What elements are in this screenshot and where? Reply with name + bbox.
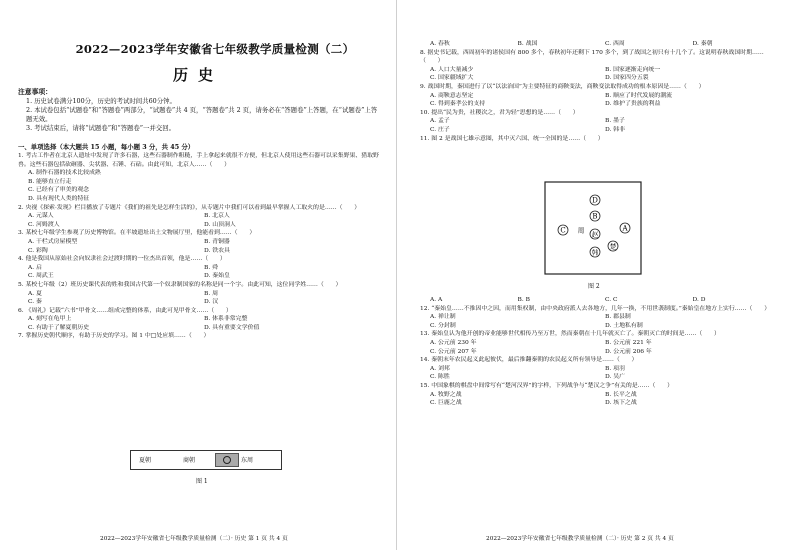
answer-option: D. 土地私有制 [605, 322, 643, 329]
question [18, 152, 380, 204]
question-stem: 12. “秦始皇……不推因中之因，而用集权制，由中央政府派人去各地方，几年一换，不用世袭制度。”秦始皇在地方上实行……（ ） [420, 305, 771, 312]
map-label: 韩 [591, 248, 599, 257]
answer-option: C. 庄子 [430, 126, 450, 133]
map-label: 楚 [609, 242, 617, 251]
notice-item: 3. 考试结束后，请将“试题卷”和“答题卷”一并交回。 [26, 124, 176, 132]
answer-option: B. 舜 [204, 264, 218, 271]
answer-option: D. 秦始皇 [204, 273, 230, 280]
timeline-label-dongzhou: 东周 [241, 457, 254, 464]
question [18, 281, 380, 307]
blank-marker-icon [223, 456, 231, 464]
option-group [420, 339, 780, 356]
question-stem: 5. 某校七年级（2）班历史课代表的姓和我国古代第一个奴隶制国家的名称是同一个字。由此可知，这位同学姓……（ ） [18, 281, 342, 288]
answer-option: B. 周 [204, 290, 218, 297]
notice-item: 1. 历史试卷满分100分，历史的考试时间共60分钟。 [26, 97, 176, 105]
answer-option: C. 彩陶 [28, 247, 48, 254]
answer-option: D. 维护了贵族的利益 [605, 101, 661, 108]
question [18, 204, 380, 230]
answer-option: D. 汉 [204, 299, 219, 306]
answer-option: A. 孟子 [430, 118, 450, 125]
question-stem: 8. 据史书记载，西周初年的诸侯国有 800 多个，春秋初年还剩下 170 多个，到了战国之初只有十几个了。这说明春秋战国时期……（ ） [420, 49, 764, 65]
answer-option: C. C [605, 297, 618, 303]
page-divider [396, 0, 397, 550]
answer-option: D. 吴广 [605, 374, 626, 381]
answer-option: B. 墨子 [605, 118, 625, 125]
question-list [420, 296, 780, 408]
notice-item: 2. 本试卷包括“试题卷”和“答题卷”两部分，“试题卷”共 4 页，“答题卷”共 2 页，请务必在“答题卷”上答题，在“试题卷”上答题无效。 [26, 106, 378, 123]
option-group [420, 365, 780, 382]
option-group [18, 315, 380, 332]
answer-option: C. 陈胜 [430, 374, 450, 381]
answer-option: A. 刘邦 [430, 365, 450, 372]
answer-option: C. 得到秦孝公的支持 [430, 101, 486, 108]
answer-option: D. 国家四分五裂 [605, 75, 649, 82]
figure-caption: 图 1 [196, 478, 208, 485]
section-heading: 一、单项选择（本大题共 15 小题，每小题 3 分，共 45 分） [18, 143, 195, 151]
answer-option: C. 周武王 [28, 273, 54, 280]
answer-option: D. 秦朝 [692, 41, 713, 47]
question-stem: 10. 提出“民为贵，社稷次之，君为轻”思想的是……（ ） [420, 109, 579, 116]
question [420, 330, 780, 356]
answer-option: B. 国家逐渐走向统一 [605, 66, 661, 73]
answer-option: A. 干栏式房屋模型 [28, 238, 78, 245]
question [420, 40, 780, 49]
timeline-label-shang: 商朝 [183, 457, 196, 464]
answer-option: C. 河姆渡人 [28, 221, 60, 228]
option-group [420, 391, 780, 408]
map-label: C [560, 226, 566, 235]
exam-subject: 历史 [172, 66, 223, 84]
answer-option: A. 商鞅意志坚定 [430, 92, 474, 99]
option-group [420, 117, 780, 134]
map-label: 赵 [591, 230, 599, 239]
page-footer: 2022—2023学年安徽省七年级教学质量检测（二）· 历史 第 1 页 共 4 页 [100, 536, 288, 542]
map-label: A [622, 224, 628, 233]
answer-option: C. 国家疆域扩大 [430, 75, 474, 82]
page-footer: 2022—2023学年安徽省七年级教学质量检测（二）· 历史 第 2 页 共 4 页 [486, 536, 674, 542]
answer-option: A. 公元前 230 年 [430, 339, 477, 346]
answer-option: B. 能够直立行走 [28, 178, 72, 185]
answer-option: A. 元谋人 [28, 213, 54, 220]
option-group [420, 66, 780, 83]
question [420, 296, 780, 305]
answer-option: A. 禅让制 [430, 314, 456, 321]
option-group [18, 212, 380, 229]
question [420, 356, 780, 382]
answer-option: D. 具有重要文学价值 [204, 324, 260, 331]
answer-option: D. 山顶洞人 [204, 221, 236, 228]
map-label: B [592, 212, 598, 221]
question-stem: 7. 掌握历史朝代顺序，有助于历史的学习。图 1 中□处应填……（ ） [18, 333, 210, 340]
question-stem: 11. 图 2 是战国七雄示意图，其中灭六国、统一全国的是……（ ） [420, 135, 604, 142]
answer-option: B. 北京人 [204, 213, 230, 220]
answer-option: B. 郡县制 [605, 314, 631, 321]
question [420, 305, 780, 331]
answer-option: D. 铁农具 [204, 247, 230, 254]
answer-option: B. B [517, 297, 530, 303]
answer-option: B. 长平之战 [605, 391, 637, 398]
question [18, 229, 380, 255]
question [420, 382, 780, 408]
warring-states-map [543, 180, 643, 276]
question [18, 332, 380, 341]
page-one [0, 0, 396, 550]
answer-option: B. 青铜器 [204, 238, 230, 245]
question-stem: 1. 考古工作者在北京人遗址中发现了许多石器，这些石器制作粗糙，手上拿起来就很不方便，但北京人使用这些石器可以采集野果、猎取野兽。这些石器包括砍砸器、尖状器、石锤、石砧。由此可知，北京人……（ ） [18, 153, 379, 168]
question-stem: 4. 他是我国从原始社会向奴隶社会过渡时期的一位杰出首领，他是……（ ） [18, 256, 226, 263]
map-label: 周 [577, 226, 585, 235]
answer-option: C. 巨鹿之战 [430, 400, 462, 407]
timeline-figure [130, 450, 282, 470]
answer-option: B. 公元前 221 年 [605, 339, 652, 346]
answer-option: D. 具有现代人类的特征 [28, 195, 90, 202]
question-stem: 9. 战国时期，秦国进行了以“以法治国”为主要特征的商鞅变法，商鞅变法取得成功的根本原因是……（ ） [420, 83, 705, 90]
answer-option: C. 公元前 207 年 [430, 348, 477, 355]
answer-option: A. 刻写在龟甲上 [28, 316, 72, 323]
question [420, 49, 780, 83]
answer-option: B. 顺应了时代发展的潮流 [605, 92, 672, 99]
option-group [420, 92, 780, 109]
map-label: D [592, 196, 598, 205]
answer-option: A. 牧野之战 [430, 391, 462, 398]
question-stem: 15. 中国象棋的棋盘中间常写有“楚河汉界”的字样，下列战争与“楚汉之争”有关的是……（ ） [420, 382, 674, 389]
answer-option: A. 人口大量减少 [430, 66, 474, 73]
notice-block [18, 88, 378, 133]
answer-option: B. 战国 [517, 41, 538, 47]
answer-option: D. 公元前 206 年 [605, 348, 652, 355]
answer-option: A. 启 [28, 264, 42, 271]
question-stem: 2. 央视《探索·发现》栏目播放了专题片《我们的祖先是怎样生活的》，从专题片中我们可以看到最早掌握人工取火的是……（ ） [18, 204, 361, 211]
timeline-label-xia: 夏朝 [139, 457, 152, 464]
answer-option: C. 西周 [605, 41, 625, 47]
question-stem: 6. 《周礼》记载“六书”甲骨文……组成完整的体系，由此可见甲骨文……（ ） [18, 307, 232, 314]
answer-option: C. 分封制 [430, 322, 456, 329]
answer-option: A. A [430, 297, 443, 303]
notice-heading: 注意事项： [18, 88, 52, 96]
answer-option: A. 春秋 [430, 41, 450, 47]
question-stem: 14. 秦朝末年农民起义此起彼伏，最后推翻秦朝的农民起义所有领导是……（ ） [420, 357, 638, 364]
question [18, 255, 380, 281]
answer-option: D. 垓下之战 [605, 400, 637, 407]
question-list [18, 152, 380, 341]
option-group [18, 290, 380, 307]
question-list [420, 40, 780, 143]
answer-option: D. D [692, 297, 706, 303]
answer-option: D. 韩非 [605, 126, 626, 133]
question-stem: 13. 秦始皇认为他开创的帝业能够世代相传乃至万世，然而秦朝在十几年就灭亡了。秦朝灭亡的时间是……（ ） [420, 331, 720, 338]
option-group [420, 313, 780, 330]
question [420, 135, 780, 144]
page-two [398, 0, 794, 550]
answer-option: A. 夏 [28, 290, 42, 297]
question-stem: 3. 某校七年级学生参观了历史博物馆。在半坡遗址出土文物展厅里，他能看到……（ ） [18, 230, 256, 237]
answer-option: C. 秦 [28, 299, 42, 306]
option-group [18, 169, 380, 203]
question [420, 109, 780, 135]
option-group [18, 264, 380, 281]
answer-option: C. 有助于了解夏朝历史 [28, 324, 90, 331]
exam-title: 2022—2023学年安徽省七年级教学质量检测（二） [75, 42, 355, 56]
question [420, 83, 780, 109]
figure-caption: 图 2 [588, 283, 600, 290]
answer-option: B. 体系非常完整 [204, 316, 248, 323]
option-group [18, 238, 380, 255]
option-group [420, 296, 780, 305]
option-group [420, 40, 780, 49]
answer-option: A. 制作石器的技术比较成熟 [28, 170, 101, 177]
question [18, 307, 380, 333]
answer-option: B. 项羽 [605, 365, 625, 372]
answer-option: C. 已经有了审美的观念 [28, 187, 90, 194]
